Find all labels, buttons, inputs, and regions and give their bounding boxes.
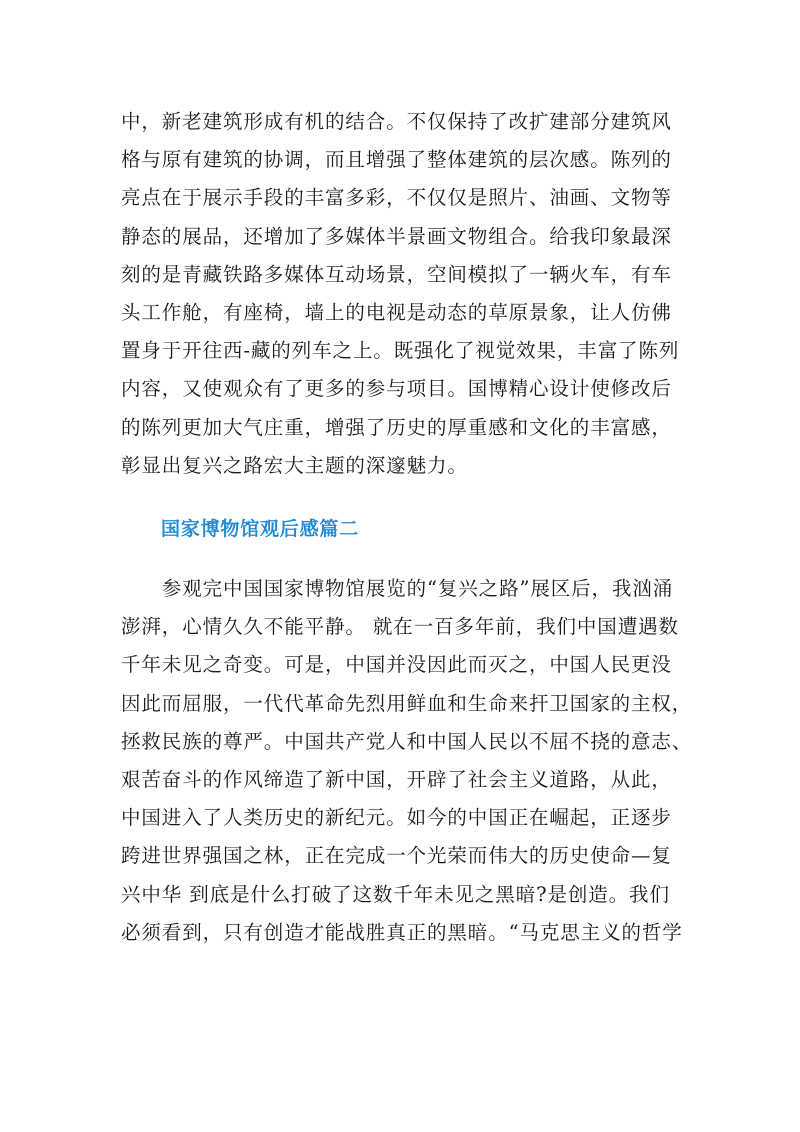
text-line: 艰苦奋斗的作风缔造了新中国，开辟了社会主义道路，从此，: [121, 768, 672, 792]
document-page: [121, 103, 693, 952]
text-line: 兴中华 到底是什么打破了这数千年未见之黑暗?是创造。我们: [121, 882, 670, 906]
text-line: 必须看到，只有创造才能战胜真正的黑暗。“马克思主义的哲学: [121, 920, 683, 944]
text-line: 置身于开往西-藏的列车之上。既强化了视觉效果，丰富了陈列: [121, 339, 680, 363]
text-line: 静态的展品，还增加了多媒体半景画文物组合。给我印象最深: [121, 224, 672, 248]
text-line: 格与原有建筑的协调，而且增强了整体建筑的层次感。陈列的: [121, 148, 672, 172]
text-line: 的陈列更加大气庄重，增强了历史的厚重感和文化的丰富感，: [121, 415, 672, 439]
text-line: 因此而屈服，一代代革命先烈用鲜血和生命来扞卫国家的主权，: [121, 691, 693, 715]
text-line: 内容，又使观众有了更多的参与项目。国博精心设计使修改后: [121, 377, 672, 401]
paragraph-1: [121, 103, 680, 485]
text-line: 头工作舱，有座椅，墙上的电视是动态的草原景象，让人仿佛: [121, 301, 672, 325]
section-heading: 国家博物馆观后感篇二: [161, 518, 360, 541]
text-line: 千年未见之奇变。可是，中国并没因此而灭之，中国人民更没: [121, 653, 672, 677]
text-line: 彰显出复兴之路宏大主题的深邃魅力。: [121, 453, 468, 477]
text-line: 澎湃，心情久久不能平静。 就在一百多年前，我们中国遭遇数: [121, 615, 679, 639]
text-line: 参观完中国国家博物馆展览的“复兴之路”展区后，我汹涌: [121, 577, 674, 601]
text-line: 中，新老建筑形成有机的结合。不仅保持了改扩建部分建筑风: [121, 110, 672, 133]
text-line: 刻的是青藏铁路多媒体互动场景，空间模拟了一辆火车，有车: [121, 262, 672, 286]
text-line: 拯救民族的尊严。中国共产党人和中国人民以不屈不挠的意志、: [121, 729, 693, 753]
text-line: 跨进世界强国之林，正在完成一个光荣而伟大的历史使命—复: [121, 844, 672, 868]
text-line: 亮点在于展示手段的丰富多彩，不仅仅是照片、油画、文物等: [121, 186, 672, 210]
paragraph-2: [121, 570, 693, 952]
text-line: 中国进入了人类历史的新纪元。如今的中国正在崛起，正逐步: [121, 806, 672, 830]
